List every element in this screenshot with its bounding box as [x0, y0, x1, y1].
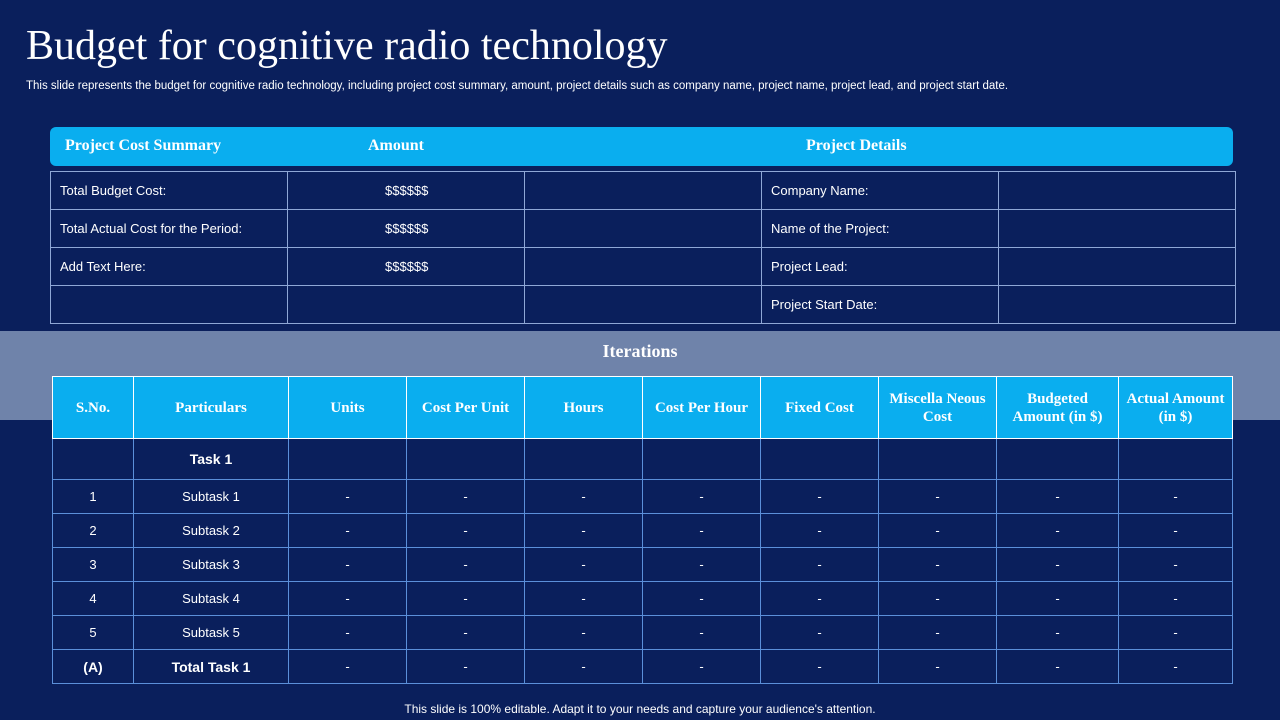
summary-row: [51, 210, 1236, 248]
col-header-budgeted-amount: Budgeted Amount (in $): [997, 377, 1119, 439]
row-sno: 5: [53, 616, 134, 650]
col-header-hours: Hours: [525, 377, 643, 439]
row-value-cell[interactable]: -: [289, 650, 407, 684]
subtask-row: [53, 480, 1233, 514]
row-value-cell[interactable]: -: [643, 650, 761, 684]
summary-amount[interactable]: $$$$$$: [288, 248, 525, 286]
subtask-row: [53, 616, 1233, 650]
page-title: Budget for cognitive radio technology: [26, 23, 668, 69]
col-header-actual-amount: Actual Amount (in $): [1119, 377, 1233, 439]
detail-label: Company Name:: [762, 172, 999, 210]
row-value-cell[interactable]: -: [525, 514, 643, 548]
row-particular: Subtask 3: [134, 548, 289, 582]
task-cell[interactable]: [643, 439, 761, 480]
col-header-fixed-cost: Fixed Cost: [761, 377, 879, 439]
row-particular: Subtask 4: [134, 582, 289, 616]
task-cell[interactable]: [879, 439, 997, 480]
summary-empty-cell[interactable]: [525, 248, 762, 286]
row-value-cell[interactable]: -: [761, 514, 879, 548]
row-value-cell[interactable]: -: [761, 650, 879, 684]
detail-label: Name of the Project:: [762, 210, 999, 248]
detail-value[interactable]: [999, 248, 1236, 286]
row-value-cell[interactable]: -: [407, 582, 525, 616]
iterations-header-row: [53, 377, 1233, 439]
row-sno: 3: [53, 548, 134, 582]
row-value-cell[interactable]: -: [525, 480, 643, 514]
summary-row: [51, 248, 1236, 286]
row-value-cell[interactable]: -: [997, 548, 1119, 582]
task-cell[interactable]: [997, 439, 1119, 480]
col-header-miscellaneous-cost: Miscella Neous Cost: [879, 377, 997, 439]
row-value-cell[interactable]: -: [761, 582, 879, 616]
row-value-cell[interactable]: -: [289, 514, 407, 548]
col-header-units: Units: [289, 377, 407, 439]
row-value-cell[interactable]: -: [761, 480, 879, 514]
row-value-cell[interactable]: -: [879, 514, 997, 548]
row-value-cell[interactable]: -: [879, 582, 997, 616]
row-value-cell[interactable]: -: [879, 480, 997, 514]
summary-amount[interactable]: $$$$$$: [288, 210, 525, 248]
summary-label: [51, 286, 288, 324]
task-particular: Task 1: [134, 439, 289, 480]
detail-label: Project Lead:: [762, 248, 999, 286]
row-value-cell[interactable]: -: [879, 548, 997, 582]
row-particular: Subtask 2: [134, 514, 289, 548]
col-header-cost-per-hour: Cost Per Hour: [643, 377, 761, 439]
row-value-cell[interactable]: -: [1119, 616, 1233, 650]
task-cell[interactable]: [407, 439, 525, 480]
summary-row: [51, 172, 1236, 210]
task-cell[interactable]: [1119, 439, 1233, 480]
row-value-cell[interactable]: -: [289, 616, 407, 650]
task-cell[interactable]: [761, 439, 879, 480]
row-sno: 4: [53, 582, 134, 616]
iterations-title: Iterations: [602, 341, 678, 361]
row-value-cell[interactable]: -: [525, 616, 643, 650]
row-value-cell[interactable]: -: [289, 480, 407, 514]
row-value-cell[interactable]: -: [1119, 480, 1233, 514]
row-value-cell[interactable]: -: [879, 616, 997, 650]
row-value-cell[interactable]: -: [407, 650, 525, 684]
footer-note: This slide is 100% editable. Adapt it to your needs and capture your audience's attention.: [404, 702, 876, 716]
row-value-cell[interactable]: -: [997, 480, 1119, 514]
row-value-cell[interactable]: -: [525, 548, 643, 582]
row-particular: Subtask 1: [134, 480, 289, 514]
total-row: [53, 650, 1233, 684]
col-header-particulars: Particulars: [134, 377, 289, 439]
detail-label: Project Start Date:: [762, 286, 999, 324]
detail-value[interactable]: [999, 172, 1236, 210]
summary-label: Add Text Here:: [51, 248, 288, 286]
row-value-cell[interactable]: -: [643, 480, 761, 514]
summary-empty-cell[interactable]: [525, 210, 762, 248]
subtask-row: [53, 582, 1233, 616]
page-subtitle: This slide represents the budget for cognitive radio technology, including project cost summary, amount, project details such as company name, project name, project lead, and project start date.: [26, 80, 1009, 92]
header-project-details: Project Details: [806, 137, 907, 154]
row-value-cell[interactable]: -: [643, 616, 761, 650]
row-value-cell[interactable]: -: [643, 514, 761, 548]
row-value-cell[interactable]: -: [761, 616, 879, 650]
row-value-cell[interactable]: -: [289, 548, 407, 582]
task-cell[interactable]: [289, 439, 407, 480]
col-header-sno: S.No.: [53, 377, 134, 439]
row-sno: 2: [53, 514, 134, 548]
row-value-cell[interactable]: -: [289, 582, 407, 616]
row-value-cell[interactable]: -: [761, 548, 879, 582]
detail-value[interactable]: [999, 286, 1236, 324]
col-header-cost-per-unit: Cost Per Unit: [407, 377, 525, 439]
row-value-cell[interactable]: -: [407, 616, 525, 650]
row-value-cell[interactable]: -: [997, 582, 1119, 616]
row-value-cell[interactable]: -: [879, 650, 997, 684]
row-particular: Subtask 5: [134, 616, 289, 650]
summary-table: [50, 171, 1236, 324]
row-sno: (A): [53, 650, 134, 684]
subtask-row: [53, 514, 1233, 548]
header-project-cost-summary: Project Cost Summary: [65, 137, 222, 154]
summary-empty-cell[interactable]: [525, 286, 762, 324]
iterations-table: [52, 376, 1233, 684]
row-value-cell[interactable]: -: [997, 650, 1119, 684]
summary-header-bar: [50, 127, 1233, 166]
row-value-cell[interactable]: -: [1119, 514, 1233, 548]
row-value-cell[interactable]: -: [997, 514, 1119, 548]
row-value-cell[interactable]: -: [1119, 582, 1233, 616]
row-sno: 1: [53, 480, 134, 514]
row-value-cell[interactable]: -: [643, 548, 761, 582]
row-value-cell[interactable]: -: [997, 616, 1119, 650]
subtask-row: [53, 548, 1233, 582]
summary-empty-cell[interactable]: [525, 172, 762, 210]
row-value-cell[interactable]: -: [407, 480, 525, 514]
task-cell[interactable]: [525, 439, 643, 480]
task-sno: [53, 439, 134, 480]
summary-row: [51, 286, 1236, 324]
summary-label: Total Budget Cost:: [51, 172, 288, 210]
row-value-cell[interactable]: -: [407, 548, 525, 582]
summary-amount[interactable]: $$$$$$: [288, 172, 525, 210]
row-value-cell[interactable]: -: [643, 582, 761, 616]
row-value-cell[interactable]: -: [525, 650, 643, 684]
header-amount: Amount: [368, 137, 425, 154]
task-row: [53, 439, 1233, 480]
detail-value[interactable]: [999, 210, 1236, 248]
summary-amount[interactable]: [288, 286, 525, 324]
row-particular: Total Task 1: [134, 650, 289, 684]
row-value-cell[interactable]: -: [407, 514, 525, 548]
row-value-cell[interactable]: -: [525, 582, 643, 616]
row-value-cell[interactable]: -: [1119, 650, 1233, 684]
row-value-cell[interactable]: -: [1119, 548, 1233, 582]
summary-label: Total Actual Cost for the Period:: [51, 210, 288, 248]
